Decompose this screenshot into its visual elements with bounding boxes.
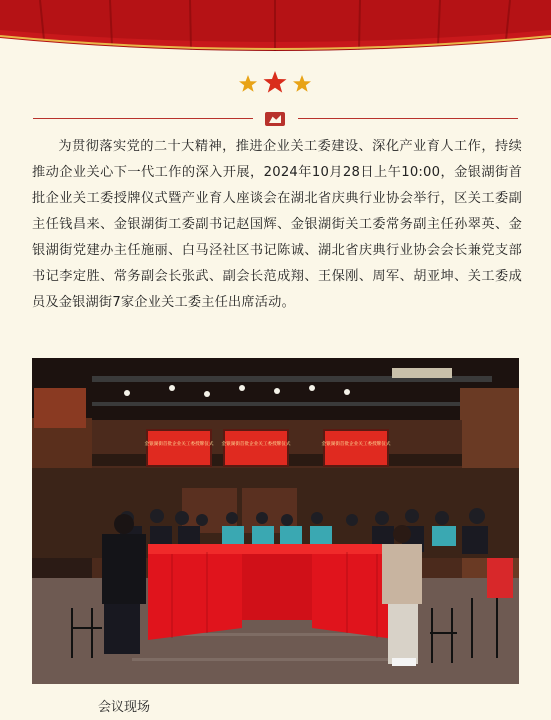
photo-caption: 会议现场 (98, 700, 151, 715)
section-divider (33, 112, 518, 126)
star-icon (293, 75, 311, 92)
article-paragraph: 为贯彻落实党的二十大精神，推进企业关工委建设、深化产业育人工作，持续推动企业关心下一代工作的深入开展，2024年10月28日上午10:00，金银湖街首批企业关工委授牌仪式暨产业育人座谈会在湖北省庆典行业协会举行，区关工委副主任钱昌来、金银湖街工委副书记赵国辉、金银湖街关工委常务副主任孙翠英、金银湖街党建办主任施丽、白马泾社区书记陈诚、湖北省庆典行业协会会长兼党支部书记李定胜、常务副会长张武、副会长范成翔、王保刚、周军、胡亚坤、关工委成员及金银湖街7家企业关工委主任出席活动。 (32, 139, 522, 310)
divider-line (298, 118, 518, 119)
screen-text: 金银湖街首批企业关工委授牌仪式 (321, 442, 391, 447)
flag-emblem-icon (265, 112, 285, 126)
decorative-stars (0, 70, 551, 96)
screen-text: 金银湖街首批企业关工委授牌仪式 (221, 442, 291, 447)
star-icon (239, 75, 257, 92)
screen-text: 金银湖街首批企业关工委授牌仪式 (144, 442, 214, 447)
meeting-photo (32, 358, 519, 684)
divider-line (33, 118, 253, 119)
red-curtain-banner (0, 0, 551, 62)
star-icon (264, 71, 287, 93)
